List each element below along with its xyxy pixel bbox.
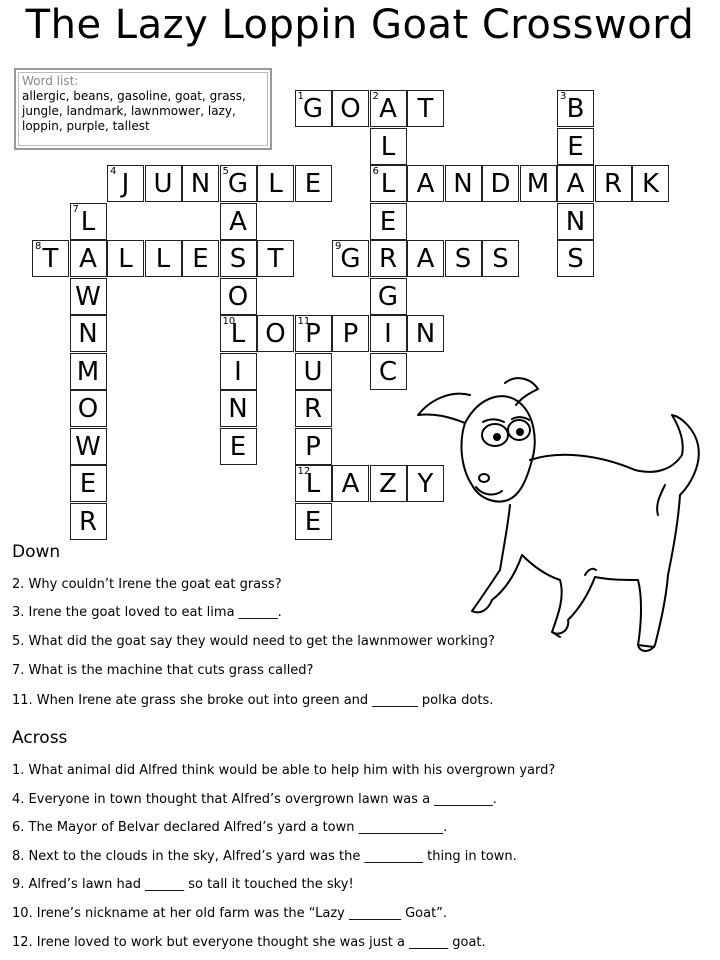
grid-letter: A	[416, 169, 435, 199]
clue-number: 1	[297, 91, 304, 102]
grid-cell[interactable]	[370, 203, 407, 240]
grid-letter: N	[78, 319, 98, 349]
grid-cell[interactable]	[182, 240, 219, 277]
grid-cell[interactable]	[407, 90, 444, 127]
grid-cell[interactable]	[257, 315, 294, 352]
grid-letter: P	[342, 319, 359, 349]
grid-cell[interactable]	[145, 240, 182, 277]
grid-letter: G	[302, 94, 324, 124]
grid-letter: J	[121, 169, 130, 199]
grid-letter: P	[305, 319, 321, 349]
grid-letter: A	[379, 94, 397, 124]
grid-cell[interactable]	[407, 240, 444, 277]
grid-cell[interactable]	[557, 90, 594, 127]
grid-letter: Z	[379, 469, 397, 499]
grid-cell[interactable]	[257, 240, 294, 277]
grid-cell[interactable]	[220, 390, 257, 427]
grid-cell[interactable]	[70, 353, 107, 390]
grid-letter: R	[378, 244, 398, 274]
grid-cell[interactable]	[257, 165, 294, 202]
across-clue: 12. Irene loved to work but everyone thought she was just a ______ goat.	[12, 935, 486, 950]
grid-letter: L	[305, 469, 321, 499]
across-clue: 9. Alfred’s lawn had ______ so tall it touched the sky!	[12, 877, 354, 892]
down-clue: 5. What did the goat say they would need to get the lawnmower working?	[12, 634, 495, 649]
grid-letter: A	[341, 469, 360, 499]
clue-number: 4	[110, 166, 117, 177]
across-clue: 4. Everyone in town thought that Alfred’s overgrown lawn was a _________.	[12, 792, 497, 807]
grid-cell[interactable]	[70, 428, 107, 465]
grid-letter: S	[229, 244, 247, 274]
grid-cell[interactable]	[295, 390, 332, 427]
grid-letter: W	[75, 431, 101, 462]
grid-letter: L	[380, 131, 396, 162]
grid-letter: S	[492, 244, 509, 274]
grid-letter: L	[80, 206, 96, 237]
grid-letter: A	[416, 244, 435, 274]
grid-cell[interactable]	[295, 315, 332, 352]
grid-cell[interactable]	[370, 353, 407, 390]
grid-cell[interactable]	[595, 165, 632, 202]
grid-cell[interactable]	[520, 165, 557, 202]
clue-number: 11	[297, 316, 311, 327]
grid-cell[interactable]	[295, 503, 332, 540]
clue-number: 10	[222, 316, 236, 327]
grid-cell[interactable]	[370, 165, 407, 202]
grid-letter: O	[227, 281, 249, 312]
clue-number: 8	[35, 241, 42, 252]
clue-number: 3	[560, 91, 567, 102]
grid-cell[interactable]	[295, 428, 332, 465]
grid-letter: L	[380, 169, 396, 199]
grid-cell[interactable]	[370, 128, 407, 165]
grid-letter: U	[153, 169, 173, 199]
grid-letter: E	[192, 244, 209, 274]
grid-cell[interactable]	[32, 240, 69, 277]
grid-letter: C	[378, 356, 398, 387]
grid-cell[interactable]	[482, 165, 519, 202]
grid-letter: Y	[417, 469, 434, 499]
grid-cell[interactable]	[70, 240, 107, 277]
page-title: The Lazy Loppin Goat Crossword	[25, 2, 695, 48]
grid-letter: R	[303, 394, 323, 424]
down-clue: 3. Irene the goat loved to eat lima ______.	[12, 605, 282, 620]
grid-letter: E	[379, 206, 397, 237]
grid-letter: A	[229, 206, 247, 237]
grid-letter: N	[453, 169, 473, 199]
grid-cell[interactable]	[407, 315, 444, 352]
clue-number: 2	[372, 91, 379, 102]
grid-letter: G	[340, 244, 361, 274]
grid-cell[interactable]	[70, 390, 107, 427]
grid-cell[interactable]	[332, 465, 369, 502]
grid-cell[interactable]	[370, 278, 407, 315]
grid-cell[interactable]	[370, 240, 407, 277]
grid-cell[interactable]	[220, 278, 257, 315]
grid-cell[interactable]	[295, 353, 332, 390]
across-clue: 8. Next to the clouds in the sky, Alfred’s yard was the _________ thing in town.	[12, 849, 517, 864]
grid-letter: W	[75, 281, 101, 312]
across-clue: 10. Irene’s nickname at her old farm was the “Lazy ________ Goat”.	[12, 906, 448, 921]
across-heading: Across	[12, 728, 68, 748]
grid-letter: L	[155, 244, 171, 274]
grid-cell[interactable]	[445, 165, 482, 202]
grid-cell[interactable]	[370, 315, 407, 352]
grid-cell[interactable]	[295, 90, 332, 127]
grid-cell[interactable]	[370, 465, 407, 502]
clue-number: 12	[297, 466, 311, 477]
grid-letter: E	[79, 469, 97, 499]
clue-number: 9	[335, 241, 342, 252]
grid-cell[interactable]	[557, 240, 594, 277]
grid-cell[interactable]	[295, 465, 332, 502]
grid-cell[interactable]	[295, 165, 332, 202]
grid-cell[interactable]	[182, 165, 219, 202]
grid-letter: E	[304, 506, 322, 537]
grid-cell[interactable]	[107, 240, 144, 277]
clue-number: 7	[72, 203, 79, 215]
grid-letter: T	[417, 94, 434, 124]
grid-letter: G	[227, 169, 249, 199]
grid-cell[interactable]	[220, 428, 257, 465]
grid-letter: R	[603, 169, 623, 199]
grid-cell[interactable]	[220, 315, 257, 352]
grid-letter: S	[454, 244, 472, 274]
grid-letter: A	[566, 169, 585, 199]
grid-letter: T	[267, 244, 284, 274]
grid-cell[interactable]	[557, 203, 594, 240]
grid-letter: E	[304, 169, 322, 199]
goat-illustration	[410, 375, 715, 715]
grid-letter: D	[490, 169, 511, 199]
down-heading: Down	[12, 542, 61, 562]
grid-cell[interactable]	[70, 278, 107, 315]
grid-letter: L	[230, 319, 246, 349]
grid-letter: L	[118, 244, 133, 274]
grid-cell[interactable]	[70, 203, 107, 240]
grid-letter: G	[377, 281, 399, 312]
grid-letter: P	[305, 431, 321, 462]
grid-letter: O	[77, 394, 99, 424]
grid-letter: A	[79, 244, 97, 274]
grid-cell[interactable]	[145, 165, 182, 202]
grid-letter: B	[566, 94, 585, 124]
grid-letter: M	[526, 169, 550, 199]
across-clue: 1. What animal did Alfred think would be able to help him with his overgrown yard?	[12, 763, 556, 778]
grid-cell[interactable]	[557, 128, 594, 165]
down-clue: 2. Why couldn’t Irene the goat eat grass?	[12, 577, 282, 592]
grid-cell[interactable]	[557, 165, 594, 202]
down-clue: 11. When Irene ate grass she broke out into green and _______ polka dots.	[12, 693, 494, 708]
grid-cell[interactable]	[220, 203, 257, 240]
grid-letter: E	[229, 431, 247, 462]
word-list-text: allergic, beans, gasoline, goat, grass, jungle, landmark, lawnmower, lazy, loppin, purple, tallest	[22, 89, 246, 133]
grid-letter: L	[268, 169, 283, 199]
grid-letter: N	[565, 206, 586, 237]
grid-letter: T	[42, 244, 59, 274]
grid-cell[interactable]	[70, 465, 107, 502]
down-clue: 7. What is the machine that cuts grass called?	[12, 663, 314, 678]
grid-cell[interactable]	[70, 315, 107, 352]
word-list-label: Word list:	[22, 74, 79, 88]
grid-letter: N	[228, 394, 248, 424]
grid-cell[interactable]	[107, 165, 144, 202]
grid-letter: S	[567, 244, 584, 274]
grid-letter: N	[190, 169, 211, 199]
grid-cell[interactable]	[370, 90, 407, 127]
clue-number: 5	[222, 166, 229, 177]
grid-cell[interactable]	[332, 315, 369, 352]
across-clue: 6. The Mayor of Belvar declared Alfred’s yard a town _____________.	[12, 820, 448, 835]
grid-cell[interactable]	[482, 240, 519, 277]
grid-letter: I	[234, 356, 242, 387]
grid-cell[interactable]	[332, 240, 369, 277]
grid-letter: O	[340, 94, 361, 124]
grid-letter: U	[303, 356, 323, 387]
grid-cell[interactable]	[220, 165, 257, 202]
grid-cell[interactable]	[220, 240, 257, 277]
grid-letter: K	[641, 169, 660, 199]
grid-letter: O	[265, 319, 286, 349]
grid-letter: R	[78, 506, 98, 537]
grid-letter: N	[415, 319, 436, 349]
grid-letter: E	[567, 131, 584, 162]
grid-cell[interactable]	[332, 90, 369, 127]
grid-cell[interactable]	[407, 165, 444, 202]
grid-cell[interactable]	[632, 165, 669, 202]
grid-letter: M	[76, 356, 100, 387]
grid-letter: I	[384, 319, 392, 349]
grid-cell[interactable]	[220, 353, 257, 390]
grid-cell[interactable]	[70, 503, 107, 540]
clue-number: 6	[372, 166, 379, 177]
grid-cell[interactable]	[445, 240, 482, 277]
